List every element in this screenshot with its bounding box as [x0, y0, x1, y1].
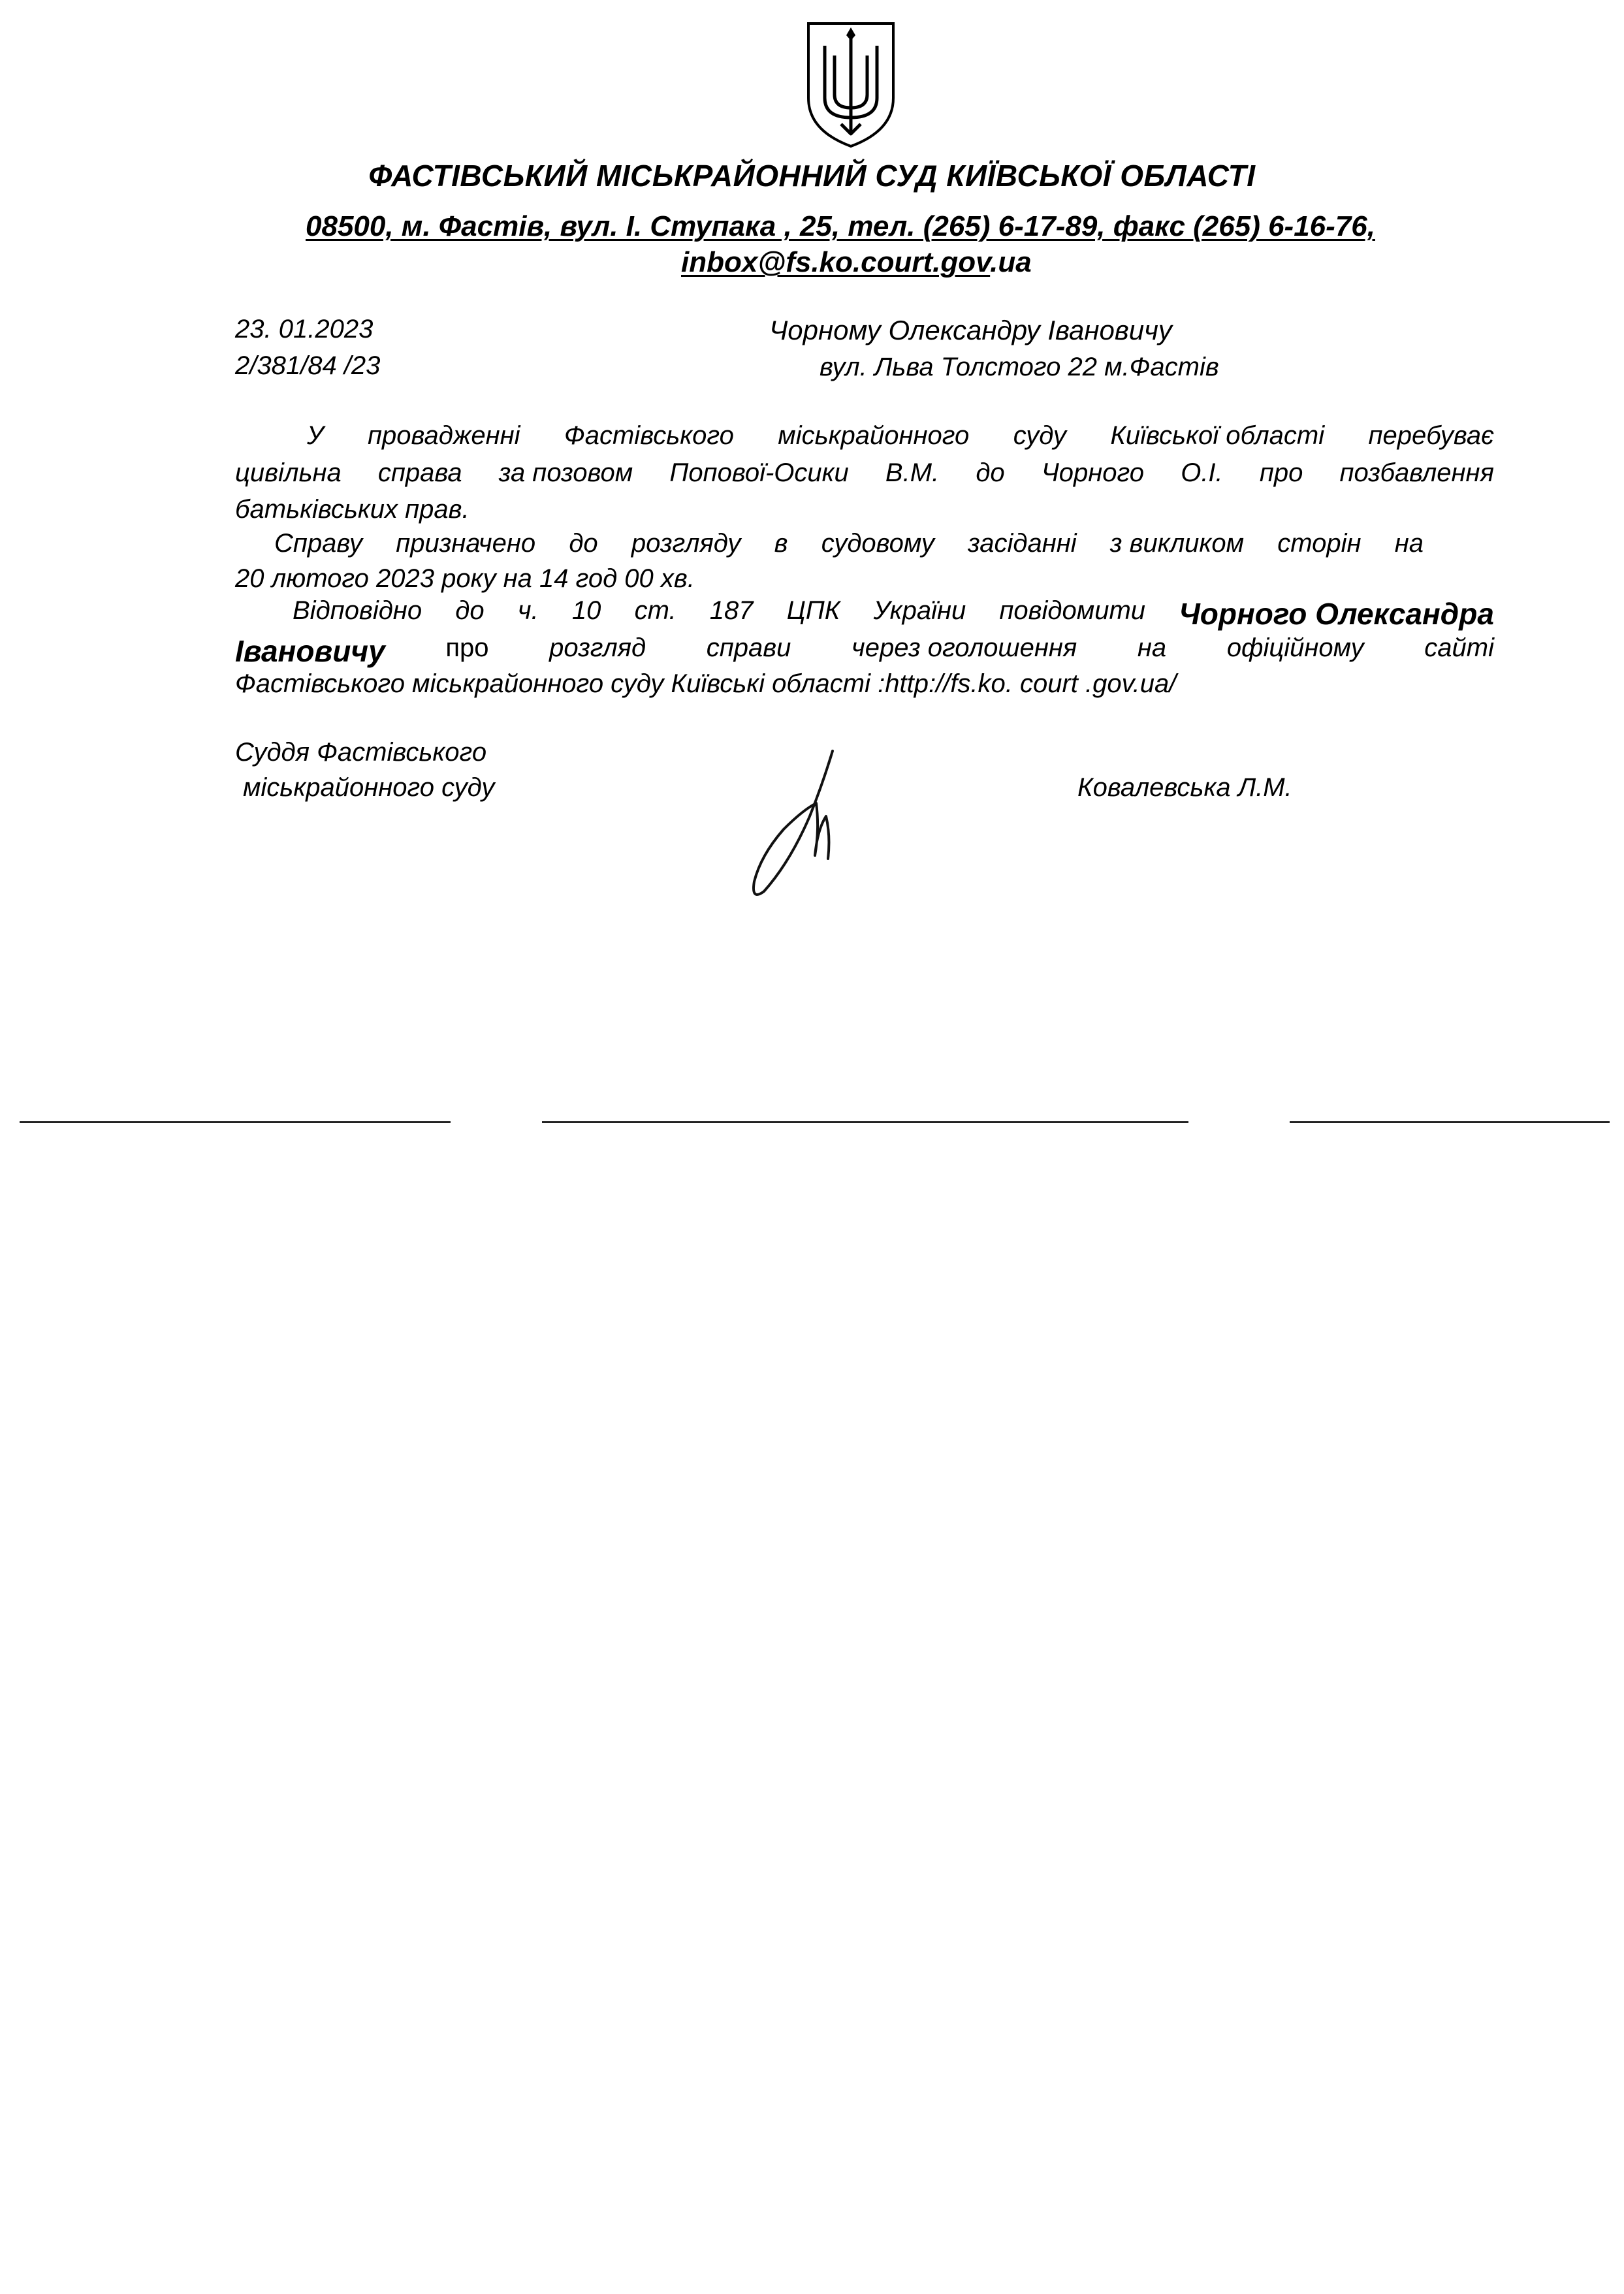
word: про	[445, 633, 489, 662]
word: засіданні	[968, 529, 1077, 558]
word: до	[569, 529, 598, 558]
word: цивільна	[235, 458, 342, 487]
word: У	[307, 421, 324, 450]
word: офіційному	[1226, 633, 1364, 662]
recipient-name: Чорному Олександру Івановичу	[769, 315, 1172, 345]
word: ст.	[634, 596, 677, 625]
word: на	[1394, 529, 1424, 558]
word: призначено	[396, 529, 536, 558]
scan-rule-right	[1290, 1121, 1610, 1123]
paragraph-3-line-3: Фастівського міськрайонного суду Київські області :http://fs.ko. court .gov.ua/	[235, 669, 1177, 698]
paragraph-2-line-1	[274, 529, 1424, 558]
word: Справу	[274, 529, 362, 558]
word: справа	[377, 458, 462, 487]
paragraph-3-line-2	[235, 633, 1494, 669]
judge-title-line-2: міськрайонного суду	[243, 773, 495, 802]
word: на	[1137, 633, 1167, 662]
document-date: 23. 01.2023	[235, 315, 374, 343]
word: 10	[571, 596, 601, 625]
paragraph-1-line-2	[235, 458, 1494, 488]
handwritten-signature	[744, 744, 855, 901]
word: міськрайонного	[778, 421, 970, 450]
word: сторін	[1277, 529, 1361, 558]
word: справи	[706, 633, 791, 662]
paragraph-1-line-1	[307, 421, 1494, 451]
word: Київської області	[1110, 421, 1325, 450]
word: В.М.	[885, 458, 940, 487]
word: О.І.	[1181, 458, 1223, 487]
judge-name: Ковалевська Л.М.	[1077, 773, 1292, 802]
word: з викликом	[1109, 529, 1244, 558]
recipient-address: вул. Льва Толстого 22 м.Фастів	[820, 353, 1219, 381]
coat-of-arms-icon	[795, 20, 906, 150]
document-number: 2/381/84 /23	[235, 351, 381, 380]
word: суду	[1013, 421, 1066, 450]
word: ЦПК	[786, 596, 840, 625]
word: Чорного	[1041, 458, 1145, 487]
judge-title-line-1: Суддя Фастівського	[235, 738, 487, 767]
word: Попової-Осики	[669, 458, 849, 487]
court-address: 08500, м. Фастів, вул. І. Ступака , 25, тел. (265) 6-17-89, факс (265) 6-16-76,	[306, 210, 1375, 242]
respondent-patronymic-bold: Івановичу	[235, 634, 385, 668]
word: ч.	[517, 596, 539, 625]
word: судовому	[821, 529, 934, 558]
word: Відповідно	[293, 596, 422, 625]
court-email: inbox@fs.ko.court.gov.ua	[681, 246, 1032, 278]
court-name-heading: ФАСТІВСЬКИЙ МІСЬКРАЙОННИЙ СУД КИЇВСЬКОЇ ОБЛАСТІ	[368, 159, 1256, 193]
word: через оголошення	[852, 633, 1077, 662]
word: перебуває	[1368, 421, 1494, 450]
word: повідомити	[999, 596, 1146, 625]
word: в	[774, 529, 788, 558]
court-email-link[interactable]: inbox@fs.ko.court.gov	[681, 246, 991, 278]
word: Фастівського	[564, 421, 734, 450]
scan-rule-left	[20, 1121, 451, 1123]
scan-rule-middle	[542, 1121, 1188, 1123]
paragraph-1-line-3: батьківських прав.	[235, 495, 470, 524]
word: позбавлення	[1339, 458, 1494, 487]
word: розгляду	[631, 529, 741, 558]
word: провадженні	[367, 421, 520, 450]
paragraph-3-line-1	[293, 596, 1494, 631]
paragraph-2-line-2: 20 лютого 2023 року на 14 год 00 хв.	[235, 564, 695, 593]
word: до	[976, 458, 1005, 487]
word: про	[1259, 458, 1303, 487]
word: розгляд	[549, 633, 646, 662]
word: за позовом	[498, 458, 633, 487]
respondent-name-bold: Чорного Олександра	[1179, 597, 1494, 631]
word: України	[873, 596, 966, 625]
word: сайті	[1424, 633, 1494, 662]
word: 187	[709, 596, 754, 625]
word: до	[455, 596, 485, 625]
